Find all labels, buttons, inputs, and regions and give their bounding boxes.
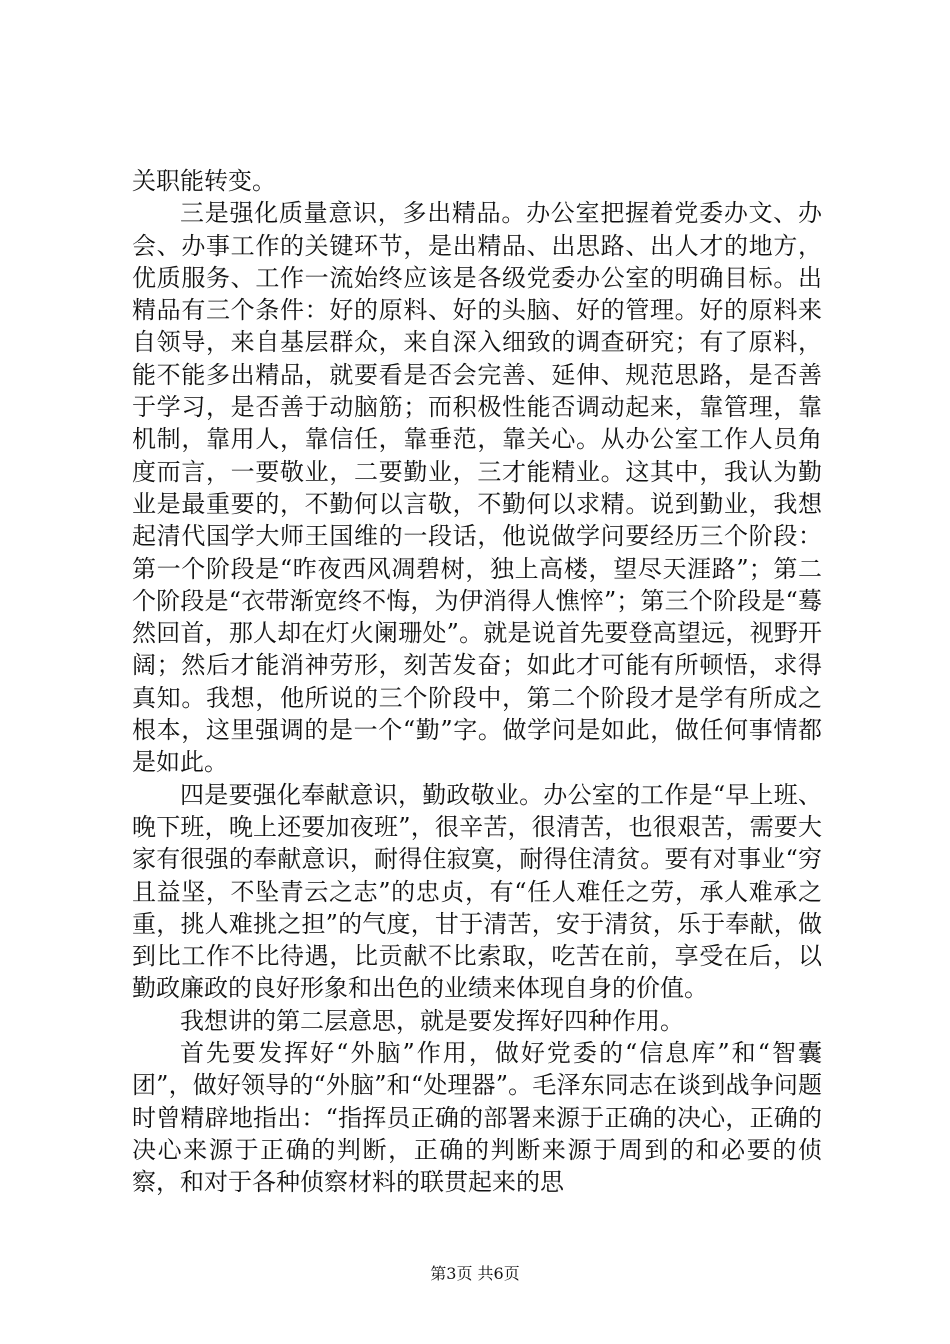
paragraph-2: 三是强化质量意识，多出精品。办公室把握着党委办文、办会、办事工作的关键环节，是出精品、出思路、出人才的地方，优质服务、工作一流始终应该是各级党委办公室的明确目标。出精品有三个条件：好的原料、好的头脑、好的管理。好的原料来自领导，来自基层群众，来自深入细致的调查研究；有了原料，能不能多出精品，就要看是否会完善、延伸、规范思路，是否善于学习，是否善于动脑筋；而积极性能否调动起来，靠管理，靠机制，靠用人，靠信任，靠垂范，靠关心。从办公室工作人员角度而言，一要敬业，二要勤业，三才能精业。这其中，我认为勤业是最重要的，不勤何以言敬，不勤何以求精。说到勤业，我想起清代国学大师王国维的一段话，他说做学问要经历三个阶段：第一个阶段是“昨夜西风凋碧树，独上高楼，望尽天涯路”；第二个阶段是“衣带渐宽终不悔，为伊消得人憔悴”；第三个阶段是“蓦然回首，那人却在灯火阑珊处”。就是说首先要登高望远，视野开阔；然后才能消神劳形，刻苦发奋；如此才可能有所顿悟，求得真知。我想，他所说的三个阶段中，第二个阶段才是学有所成之根本，这里强调的是一个“勤”字。做学问是如此，做任何事情都是如此。 bbox=[132, 199, 822, 777]
paragraph-3: 四是要强化奉献意识，勤政敬业。办公室的工作是“早上班、晚下班，晚上还要加夜班”，很辛苦，很清苦，也很艰苦，需要大家有很强的奉献意识，耐得住寂寞，耐得住清贫。要有对事业“穷且益坚，不坠青云之志”的忠贞，有“任人难任之劳，承人难承之重，挑人难挑之担”的气度，甘于清苦，安于清贫，乐于奉献，做到比工作不比待遇，比贡献不比索取，吃苦在前，享受在后，以勤政廉政的良好形象和出色的业绩来体现自身的价值。 bbox=[132, 780, 822, 1003]
body-text bbox=[132, 165, 822, 1199]
page-number-footer: 第3页 共6页 bbox=[430, 1264, 520, 1283]
paragraph-5: 首先要发挥好“外脑”作用，做好党委的“信息库”和“智囊团”，做好领导的“外脑”和“处理器”。毛泽东同志在谈到战争问题时曾精辟地指出：“指挥员正确的部署来源于正确的决心，正确的决心来源于正确的判断，正确的判断来源于周到的和必要的侦察，和对于各种侦察材料的联贯起来的思 bbox=[132, 1039, 822, 1197]
paragraph-4: 我想讲的第二层意思，就是要发挥好四种作用。 bbox=[180, 1006, 684, 1035]
paragraph-1: 关职能转变。 bbox=[132, 167, 276, 195]
